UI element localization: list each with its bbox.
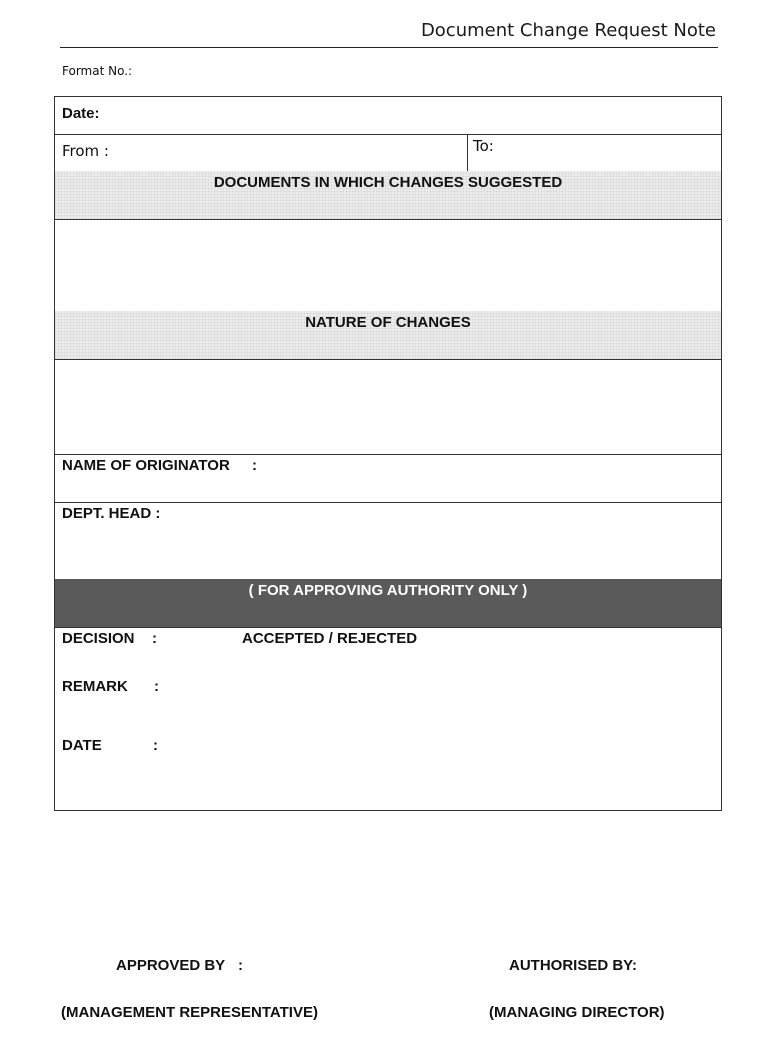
from-to-row [55, 134, 721, 172]
originator-colon: : [252, 457, 257, 474]
remark-colon: : [154, 678, 159, 695]
approved-by-label: APPROVED BY [116, 957, 226, 974]
decision-colon: : [152, 630, 157, 647]
date-label: Date: [62, 105, 100, 122]
date-row [55, 97, 721, 135]
approving-heading-row [55, 579, 721, 628]
decision-value: ACCEPTED / REJECTED [242, 630, 418, 647]
change-request-form [54, 96, 722, 811]
to-label: To: [473, 137, 494, 155]
dept-head-row [55, 502, 721, 580]
documents-heading-row [55, 171, 721, 220]
remark-label: REMARK [62, 678, 128, 695]
nature-entry-area [55, 359, 721, 455]
format-no-label: Format No.: [62, 64, 133, 78]
nature-heading: NATURE OF CHANGES [305, 314, 471, 331]
documents-heading: DOCUMENTS IN WHICH CHANGES SUGGESTED [213, 174, 563, 191]
to-cell-divider [467, 134, 468, 171]
originator-row [55, 454, 721, 503]
documents-entry-area [55, 219, 721, 312]
originator-label: NAME OF ORIGINATOR [62, 457, 230, 474]
decision-label: DECISION [62, 630, 135, 647]
title-divider [60, 47, 718, 48]
approved-by-role: (MANAGEMENT REPRESENTATIVE) [61, 1004, 318, 1021]
approved-by-colon: : [238, 957, 243, 974]
authorised-by-role: (MANAGING DIRECTOR) [489, 1004, 665, 1021]
authorised-by-label: AUTHORISED BY: [509, 957, 638, 974]
decision-area [55, 627, 721, 812]
from-label: From : [62, 142, 109, 160]
document-title: Document Change Request Note [420, 20, 716, 41]
approving-heading: ( FOR APPROVING AUTHORITY ONLY ) [248, 582, 528, 599]
nature-heading-row [55, 311, 721, 360]
date2-colon: : [153, 737, 158, 754]
date2-label: DATE [62, 737, 102, 754]
dept-head-label: DEPT. HEAD : [62, 505, 161, 522]
